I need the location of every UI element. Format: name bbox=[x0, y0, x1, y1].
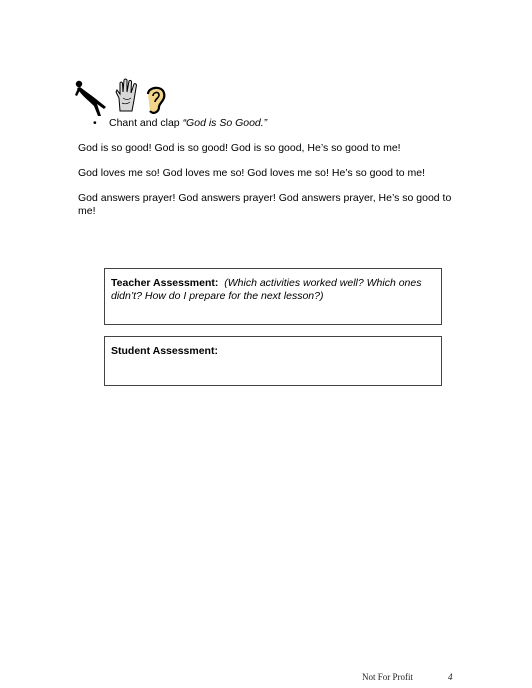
ear-icon bbox=[144, 84, 168, 116]
activity-icons bbox=[74, 78, 174, 120]
hand-icon bbox=[114, 78, 140, 112]
lyric-line-2: God loves me so! God loves me so! God loves me so! He’s so good to me! bbox=[78, 167, 426, 179]
teacher-assessment-label: Teacher Assessment: bbox=[111, 277, 219, 289]
page-number: 4 bbox=[448, 672, 453, 682]
lyric-line-1: God is so good! God is so good! God is so good, He’s so good to me! bbox=[78, 142, 401, 154]
bullet-marker: • bbox=[93, 117, 97, 129]
chant-instruction bbox=[93, 117, 267, 129]
instruction-text bbox=[109, 117, 267, 129]
stretching-figure-icon bbox=[74, 78, 108, 118]
teacher-assessment-prompt: (Which activities worked well? Which ones didn’t? How do I prepare for the next lesson?) bbox=[111, 277, 422, 302]
lyric-line-3: God answers prayer! God answers prayer! God answers prayer, He’s so good to me! bbox=[78, 192, 452, 217]
song-title: “God is So Good.” bbox=[182, 117, 268, 129]
instruction-prefix: Chant and clap bbox=[109, 117, 183, 129]
teacher-assessment-box[interactable] bbox=[104, 268, 442, 325]
footer-text: Not For Profit bbox=[362, 672, 414, 682]
student-assessment-box[interactable] bbox=[104, 336, 442, 386]
student-assessment-label: Student Assessment: bbox=[111, 345, 218, 357]
